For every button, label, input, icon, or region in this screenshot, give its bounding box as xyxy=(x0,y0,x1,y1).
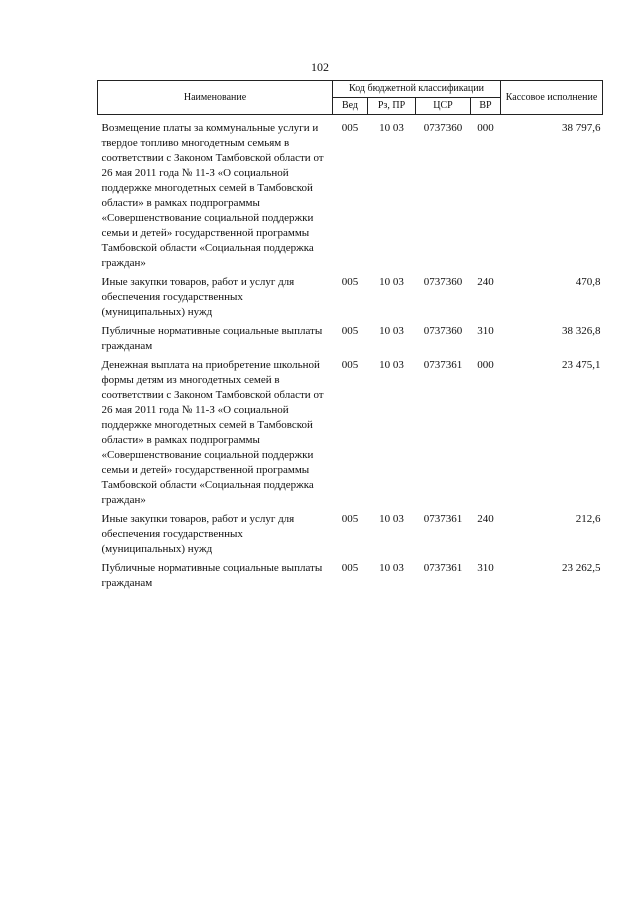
table-row xyxy=(98,324,603,358)
row-name: Возмещение платы за коммунальные услуги и твердое топливо многодетным семьям в соответствии с Законом Тамбовской области от 26 мая 2011 года № 11-З «О социальной поддержке многодетных семей в Тамбовской области» в рамках подпрограммы «Совершенствование социальной поддержки семьи и детей» государственной программы Тамбовской области «Социальная поддержка граждан» xyxy=(101,122,324,269)
row-name: Иные закупки товаров, работ и услуг для обеспечения государственных (муниципальных) нужд xyxy=(101,276,295,318)
column-header-rz-pr: Рз, ПР xyxy=(368,98,416,115)
row-csr: 0737360 xyxy=(423,276,463,288)
table-row xyxy=(98,358,603,512)
row-csr: 0737360 xyxy=(423,325,463,337)
row-csr: 0737361 xyxy=(423,513,463,525)
row-rz-pr: 10 03 xyxy=(379,122,404,134)
row-vr: 000 xyxy=(477,359,494,371)
row-sum: 23 475,1 xyxy=(562,359,601,371)
row-ved: 005 xyxy=(341,276,359,288)
row-name: Публичные нормативные социальные выплаты гражданам xyxy=(101,562,323,589)
budget-table xyxy=(97,80,603,595)
table-row xyxy=(98,275,603,324)
column-header-csr: ЦСР xyxy=(416,98,471,115)
row-rz-pr: 10 03 xyxy=(379,276,404,288)
row-vr: 310 xyxy=(477,325,494,337)
column-header-name: Наименование xyxy=(98,81,333,115)
row-vr: 310 xyxy=(477,562,494,574)
row-vr: 240 xyxy=(477,513,494,525)
row-rz-pr: 10 03 xyxy=(379,513,404,525)
row-rz-pr: 10 03 xyxy=(379,562,404,574)
row-ved: 005 xyxy=(341,122,359,134)
row-sum: 38 797,6 xyxy=(562,122,601,134)
row-vr: 000 xyxy=(477,122,494,134)
column-header-cash-execution: Кассовое исполнение xyxy=(501,81,603,115)
row-csr: 0737360 xyxy=(423,122,463,134)
row-sum: 212,6 xyxy=(575,513,601,525)
row-sum: 38 326,8 xyxy=(562,325,601,337)
row-csr: 0737361 xyxy=(423,359,463,371)
row-rz-pr: 10 03 xyxy=(379,359,404,371)
row-name: Иные закупки товаров, работ и услуг для обеспечения государственных (муниципальных) нужд xyxy=(101,513,295,555)
column-header-ved: Вед xyxy=(333,98,368,115)
row-name: Публичные нормативные социальные выплаты гражданам xyxy=(101,325,323,352)
row-rz-pr: 10 03 xyxy=(379,325,404,337)
row-name: Денежная выплата на приобретение школьной формы детям из многодетных семей в соответствии с Законом Тамбовской области от 26 мая 2011 года № 11-З «О социальной поддержке многодетных семей в Тамбовской области» в рамках подпрограммы «Совершенствование социальной поддержки семьи и детей» государственной программы Тамбовской области «Социальная поддержка граждан» xyxy=(101,359,324,506)
row-ved: 005 xyxy=(341,359,359,371)
row-csr: 0737361 xyxy=(423,562,463,574)
table-row xyxy=(98,512,603,561)
table-row xyxy=(98,561,603,595)
row-ved: 005 xyxy=(341,325,359,337)
table-body xyxy=(98,115,603,596)
table-header xyxy=(98,81,603,115)
row-sum: 470,8 xyxy=(575,276,601,288)
table-row xyxy=(98,121,603,275)
row-ved: 005 xyxy=(341,562,359,574)
row-ved: 005 xyxy=(341,513,359,525)
page-number: 102 xyxy=(311,60,329,74)
column-header-budget-code: Код бюджетной классификации xyxy=(333,81,501,98)
column-header-vr: ВР xyxy=(471,98,501,115)
row-vr: 240 xyxy=(477,276,494,288)
row-sum: 23 262,5 xyxy=(562,562,601,574)
